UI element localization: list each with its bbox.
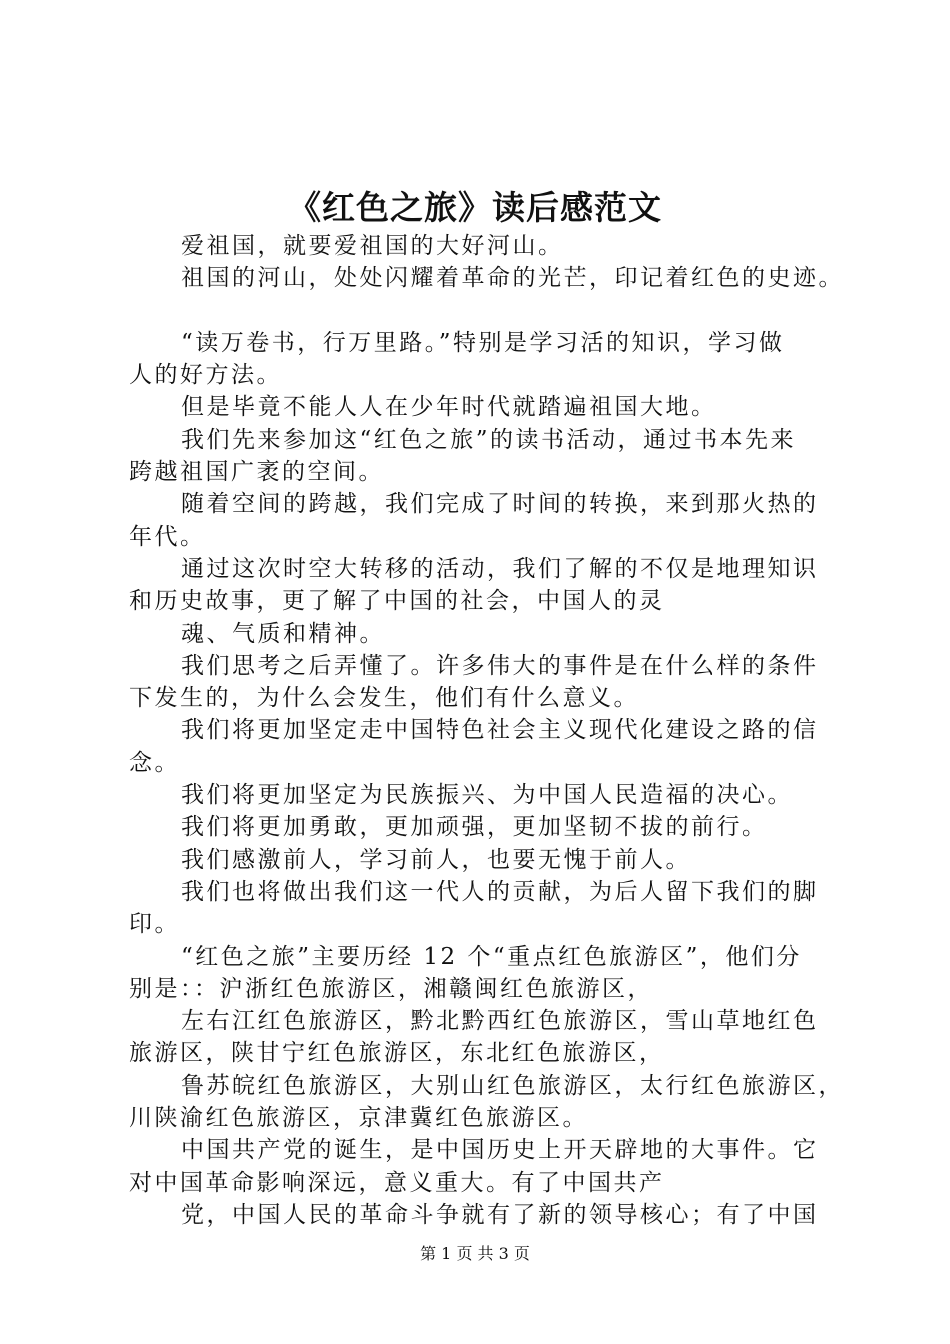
text-line: 爱祖国，就要爱祖国的大好河山。 [181, 233, 564, 259]
text-line: 左右江红色旅游区，黔北黔西红色旅游区，雪山草地红色 [181, 1008, 819, 1035]
text-line: 我们也将做出我们这一代人的贡献，为后人留下我们的脚 [181, 878, 819, 905]
blank-line [129, 295, 835, 327]
page-indicator: 第 1 页 共 3 页 [420, 1244, 530, 1263]
text-line: 鲁苏皖红色旅游区，大别山红色旅游区，太行红色旅游区， [181, 1072, 844, 1099]
text-line: 跨越祖国广袤的空间。 [129, 459, 384, 486]
text-line: 中国共产党的诞生，是中国历史上开天辟地的大事件。它 [181, 1137, 819, 1164]
text-line: 随着空间的跨越，我们完成了时间的转换，来到那火热的 [181, 491, 819, 518]
text-line: 我们先来参加这“红色之旅”的读书活动，通过书本先来 [181, 426, 797, 453]
text-line: “读万卷书，行万里路。”特别是学习活的知识，学习做 [181, 329, 785, 356]
text-line: 我们将更加坚定走中国特色社会主义现代化建设之路的信 [181, 717, 819, 744]
document-title: 《红色之旅》读后感范文 [288, 188, 662, 227]
text-line: 祖国的河山，处处闪耀着革命的光芒，印记着红色的史迹。 [181, 265, 844, 292]
text-line: 印。 [129, 911, 180, 938]
text-line: 党，中国人民的革命斗争就有了新的领导核心；有了中国 [181, 1201, 819, 1228]
text-line: 念。 [129, 749, 180, 776]
text-line: 别是：：沪浙红色旅游区，湘赣闽红色旅游区， [129, 975, 653, 1002]
text-line: 对中国革命影响深远，意义重大。有了中国共产 [129, 1169, 665, 1196]
text-line: 但是毕竟不能人人在少年时代就踏遍祖国大地。 [181, 394, 717, 421]
text-line: 人的好方法。 [129, 362, 282, 389]
text-line: “红色之旅”主要历经 12 个“重点红色旅游区”，他们分 [181, 943, 802, 970]
text-line: 年代。 [129, 523, 206, 550]
text-line: 川陕渝红色旅游区，京津冀红色旅游区。 [129, 1105, 588, 1132]
text-line: 我们将更加勇敢，更加顽强，更加坚韧不拔的前行。 [181, 814, 768, 841]
text-line: 魂、气质和精神。 [181, 620, 385, 647]
text-line: 下发生的，为什么会发生，他们有什么意义。 [129, 685, 639, 712]
text-line: 和历史故事，更了解了中国的社会，中国人的灵 [129, 588, 665, 615]
document-body [129, 230, 844, 1231]
text-line: 我们将更加坚定为民族振兴、为中国人民造福的决心。 [181, 782, 793, 809]
text-line: 我们思考之后弄懂了。许多伟大的事件是在什么样的条件 [181, 652, 819, 679]
text-line: 我们感激前人，学习前人，也要无愧于前人。 [181, 846, 691, 873]
text-line: 通过这次时空大转移的活动，我们了解的不仅是地理知识 [181, 555, 819, 582]
text-line: 旅游区，陕甘宁红色旅游区，东北红色旅游区， [129, 1040, 665, 1067]
